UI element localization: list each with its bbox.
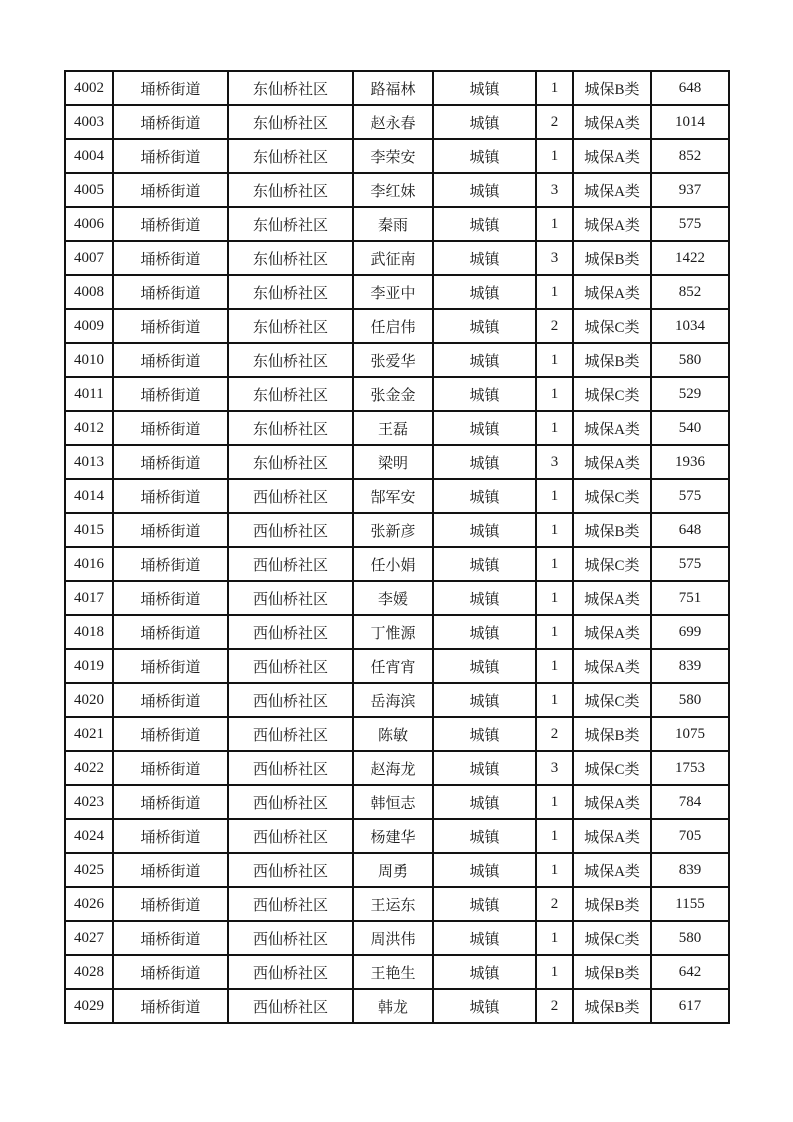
cell-id: 4025 xyxy=(65,853,113,887)
cell-count: 1 xyxy=(536,921,573,955)
cell-id: 4019 xyxy=(65,649,113,683)
cell-street: 埇桥街道 xyxy=(113,377,228,411)
cell-street: 埇桥街道 xyxy=(113,309,228,343)
cell-category: 城保A类 xyxy=(573,853,651,887)
cell-id: 4027 xyxy=(65,921,113,955)
cell-amount: 648 xyxy=(651,513,729,547)
cell-type: 城镇 xyxy=(433,173,536,207)
cell-amount: 580 xyxy=(651,921,729,955)
cell-id: 4021 xyxy=(65,717,113,751)
cell-id: 4004 xyxy=(65,139,113,173)
cell-community: 东仙桥社区 xyxy=(228,241,353,275)
table-row xyxy=(65,581,729,615)
cell-street: 埇桥街道 xyxy=(113,853,228,887)
table-row xyxy=(65,445,729,479)
cell-type: 城镇 xyxy=(433,105,536,139)
table-row xyxy=(65,887,729,921)
cell-type: 城镇 xyxy=(433,377,536,411)
cell-id: 4012 xyxy=(65,411,113,445)
records-table xyxy=(64,70,730,1024)
cell-id: 4018 xyxy=(65,615,113,649)
cell-count: 1 xyxy=(536,615,573,649)
cell-id: 4011 xyxy=(65,377,113,411)
cell-name: 李红妹 xyxy=(353,173,433,207)
cell-community: 西仙桥社区 xyxy=(228,955,353,989)
cell-category: 城保B类 xyxy=(573,717,651,751)
cell-name: 王艳生 xyxy=(353,955,433,989)
cell-community: 西仙桥社区 xyxy=(228,717,353,751)
table-row xyxy=(65,241,729,275)
cell-street: 埇桥街道 xyxy=(113,411,228,445)
table-row xyxy=(65,547,729,581)
cell-community: 东仙桥社区 xyxy=(228,377,353,411)
cell-count: 1 xyxy=(536,785,573,819)
cell-count: 3 xyxy=(536,751,573,785)
cell-type: 城镇 xyxy=(433,921,536,955)
cell-community: 西仙桥社区 xyxy=(228,887,353,921)
cell-street: 埇桥街道 xyxy=(113,649,228,683)
cell-name: 韩龙 xyxy=(353,989,433,1023)
cell-street: 埇桥街道 xyxy=(113,207,228,241)
cell-name: 岳海滨 xyxy=(353,683,433,717)
cell-street: 埇桥街道 xyxy=(113,615,228,649)
cell-name: 赵海龙 xyxy=(353,751,433,785)
cell-count: 1 xyxy=(536,207,573,241)
cell-count: 2 xyxy=(536,989,573,1023)
cell-category: 城保B类 xyxy=(573,241,651,275)
cell-type: 城镇 xyxy=(433,275,536,309)
table-row xyxy=(65,921,729,955)
cell-street: 埇桥街道 xyxy=(113,887,228,921)
cell-amount: 540 xyxy=(651,411,729,445)
cell-name: 武征南 xyxy=(353,241,433,275)
cell-category: 城保A类 xyxy=(573,275,651,309)
cell-type: 城镇 xyxy=(433,683,536,717)
cell-id: 4009 xyxy=(65,309,113,343)
cell-category: 城保A类 xyxy=(573,785,651,819)
cell-name: 郜军安 xyxy=(353,479,433,513)
cell-type: 城镇 xyxy=(433,989,536,1023)
table-row xyxy=(65,377,729,411)
cell-count: 1 xyxy=(536,581,573,615)
cell-amount: 1422 xyxy=(651,241,729,275)
cell-community: 东仙桥社区 xyxy=(228,343,353,377)
cell-amount: 751 xyxy=(651,581,729,615)
cell-amount: 648 xyxy=(651,71,729,105)
cell-name: 任宵宵 xyxy=(353,649,433,683)
cell-category: 城保B类 xyxy=(573,513,651,547)
cell-community: 西仙桥社区 xyxy=(228,989,353,1023)
cell-name: 张爱华 xyxy=(353,343,433,377)
cell-name: 张新彦 xyxy=(353,513,433,547)
cell-count: 1 xyxy=(536,275,573,309)
cell-community: 东仙桥社区 xyxy=(228,411,353,445)
cell-count: 1 xyxy=(536,343,573,377)
cell-name: 任小娟 xyxy=(353,547,433,581)
cell-name: 王磊 xyxy=(353,411,433,445)
cell-street: 埇桥街道 xyxy=(113,751,228,785)
cell-category: 城保C类 xyxy=(573,309,651,343)
cell-type: 城镇 xyxy=(433,547,536,581)
cell-category: 城保B类 xyxy=(573,71,651,105)
cell-type: 城镇 xyxy=(433,207,536,241)
cell-type: 城镇 xyxy=(433,751,536,785)
cell-category: 城保C类 xyxy=(573,921,651,955)
table-row xyxy=(65,683,729,717)
table-row xyxy=(65,989,729,1023)
cell-street: 埇桥街道 xyxy=(113,71,228,105)
cell-amount: 839 xyxy=(651,649,729,683)
table-row xyxy=(65,173,729,207)
cell-count: 1 xyxy=(536,377,573,411)
cell-street: 埇桥街道 xyxy=(113,921,228,955)
cell-community: 西仙桥社区 xyxy=(228,581,353,615)
table-row xyxy=(65,139,729,173)
cell-count: 3 xyxy=(536,241,573,275)
cell-community: 西仙桥社区 xyxy=(228,513,353,547)
cell-type: 城镇 xyxy=(433,887,536,921)
cell-amount: 1753 xyxy=(651,751,729,785)
cell-type: 城镇 xyxy=(433,241,536,275)
cell-count: 3 xyxy=(536,445,573,479)
cell-type: 城镇 xyxy=(433,785,536,819)
cell-id: 4008 xyxy=(65,275,113,309)
table-row xyxy=(65,955,729,989)
cell-community: 东仙桥社区 xyxy=(228,445,353,479)
cell-community: 东仙桥社区 xyxy=(228,207,353,241)
cell-street: 埇桥街道 xyxy=(113,547,228,581)
cell-category: 城保A类 xyxy=(573,411,651,445)
cell-id: 4007 xyxy=(65,241,113,275)
cell-community: 东仙桥社区 xyxy=(228,309,353,343)
cell-street: 埇桥街道 xyxy=(113,683,228,717)
cell-amount: 699 xyxy=(651,615,729,649)
cell-amount: 575 xyxy=(651,207,729,241)
cell-count: 1 xyxy=(536,139,573,173)
cell-id: 4013 xyxy=(65,445,113,479)
cell-name: 李媛 xyxy=(353,581,433,615)
table-row xyxy=(65,479,729,513)
cell-category: 城保C类 xyxy=(573,683,651,717)
cell-type: 城镇 xyxy=(433,717,536,751)
cell-id: 4029 xyxy=(65,989,113,1023)
cell-id: 4006 xyxy=(65,207,113,241)
cell-street: 埇桥街道 xyxy=(113,275,228,309)
cell-amount: 839 xyxy=(651,853,729,887)
cell-type: 城镇 xyxy=(433,71,536,105)
table-row xyxy=(65,343,729,377)
cell-street: 埇桥街道 xyxy=(113,581,228,615)
cell-street: 埇桥街道 xyxy=(113,955,228,989)
cell-id: 4026 xyxy=(65,887,113,921)
cell-community: 西仙桥社区 xyxy=(228,615,353,649)
cell-count: 1 xyxy=(536,479,573,513)
cell-community: 东仙桥社区 xyxy=(228,71,353,105)
cell-id: 4017 xyxy=(65,581,113,615)
cell-category: 城保C类 xyxy=(573,751,651,785)
cell-name: 任启伟 xyxy=(353,309,433,343)
cell-street: 埇桥街道 xyxy=(113,479,228,513)
table-row xyxy=(65,853,729,887)
cell-street: 埇桥街道 xyxy=(113,445,228,479)
cell-category: 城保A类 xyxy=(573,819,651,853)
cell-amount: 580 xyxy=(651,343,729,377)
cell-amount: 575 xyxy=(651,547,729,581)
cell-type: 城镇 xyxy=(433,343,536,377)
cell-name: 秦雨 xyxy=(353,207,433,241)
cell-street: 埇桥街道 xyxy=(113,241,228,275)
cell-name: 韩恒志 xyxy=(353,785,433,819)
cell-type: 城镇 xyxy=(433,445,536,479)
cell-type: 城镇 xyxy=(433,955,536,989)
cell-community: 西仙桥社区 xyxy=(228,683,353,717)
table-row xyxy=(65,275,729,309)
table-row xyxy=(65,751,729,785)
cell-name: 李荣安 xyxy=(353,139,433,173)
table-row xyxy=(65,411,729,445)
table-row xyxy=(65,71,729,105)
cell-name: 李亚中 xyxy=(353,275,433,309)
table-row xyxy=(65,309,729,343)
cell-id: 4016 xyxy=(65,547,113,581)
cell-category: 城保A类 xyxy=(573,615,651,649)
table-row xyxy=(65,819,729,853)
cell-category: 城保B类 xyxy=(573,955,651,989)
cell-category: 城保C类 xyxy=(573,547,651,581)
cell-id: 4010 xyxy=(65,343,113,377)
cell-amount: 1034 xyxy=(651,309,729,343)
cell-amount: 1155 xyxy=(651,887,729,921)
cell-category: 城保A类 xyxy=(573,105,651,139)
cell-name: 赵永春 xyxy=(353,105,433,139)
cell-amount: 642 xyxy=(651,955,729,989)
cell-count: 1 xyxy=(536,71,573,105)
cell-type: 城镇 xyxy=(433,615,536,649)
cell-category: 城保A类 xyxy=(573,207,651,241)
cell-street: 埇桥街道 xyxy=(113,785,228,819)
cell-id: 4005 xyxy=(65,173,113,207)
cell-street: 埇桥街道 xyxy=(113,513,228,547)
cell-count: 1 xyxy=(536,649,573,683)
cell-category: 城保A类 xyxy=(573,649,651,683)
cell-street: 埇桥街道 xyxy=(113,139,228,173)
cell-name: 周洪伟 xyxy=(353,921,433,955)
records-table-body xyxy=(65,71,729,1023)
cell-amount: 852 xyxy=(651,275,729,309)
cell-amount: 1936 xyxy=(651,445,729,479)
cell-category: 城保C类 xyxy=(573,479,651,513)
cell-amount: 705 xyxy=(651,819,729,853)
table-row xyxy=(65,649,729,683)
cell-category: 城保B类 xyxy=(573,887,651,921)
cell-count: 1 xyxy=(536,547,573,581)
cell-type: 城镇 xyxy=(433,513,536,547)
cell-name: 陈敏 xyxy=(353,717,433,751)
cell-type: 城镇 xyxy=(433,139,536,173)
cell-street: 埇桥街道 xyxy=(113,989,228,1023)
cell-type: 城镇 xyxy=(433,649,536,683)
cell-street: 埇桥街道 xyxy=(113,717,228,751)
cell-type: 城镇 xyxy=(433,853,536,887)
cell-amount: 937 xyxy=(651,173,729,207)
table-row xyxy=(65,615,729,649)
cell-amount: 852 xyxy=(651,139,729,173)
cell-name: 丁惟源 xyxy=(353,615,433,649)
cell-name: 杨建华 xyxy=(353,819,433,853)
cell-community: 西仙桥社区 xyxy=(228,649,353,683)
cell-community: 东仙桥社区 xyxy=(228,275,353,309)
cell-count: 2 xyxy=(536,717,573,751)
cell-category: 城保B类 xyxy=(573,989,651,1023)
cell-count: 1 xyxy=(536,819,573,853)
cell-count: 1 xyxy=(536,853,573,887)
cell-community: 西仙桥社区 xyxy=(228,547,353,581)
cell-id: 4028 xyxy=(65,955,113,989)
cell-name: 路福林 xyxy=(353,71,433,105)
cell-name: 梁明 xyxy=(353,445,433,479)
cell-id: 4023 xyxy=(65,785,113,819)
cell-amount: 529 xyxy=(651,377,729,411)
cell-count: 2 xyxy=(536,887,573,921)
cell-community: 西仙桥社区 xyxy=(228,921,353,955)
cell-count: 1 xyxy=(536,513,573,547)
cell-count: 1 xyxy=(536,411,573,445)
cell-community: 西仙桥社区 xyxy=(228,785,353,819)
cell-category: 城保C类 xyxy=(573,377,651,411)
cell-amount: 575 xyxy=(651,479,729,513)
cell-category: 城保B类 xyxy=(573,343,651,377)
cell-street: 埇桥街道 xyxy=(113,173,228,207)
cell-street: 埇桥街道 xyxy=(113,819,228,853)
cell-count: 2 xyxy=(536,309,573,343)
cell-community: 西仙桥社区 xyxy=(228,751,353,785)
cell-count: 2 xyxy=(536,105,573,139)
cell-community: 西仙桥社区 xyxy=(228,819,353,853)
cell-type: 城镇 xyxy=(433,581,536,615)
table-row xyxy=(65,785,729,819)
cell-amount: 784 xyxy=(651,785,729,819)
cell-amount: 580 xyxy=(651,683,729,717)
cell-amount: 1014 xyxy=(651,105,729,139)
cell-type: 城镇 xyxy=(433,479,536,513)
table-row xyxy=(65,105,729,139)
table-row xyxy=(65,717,729,751)
cell-count: 1 xyxy=(536,683,573,717)
table-row xyxy=(65,207,729,241)
cell-category: 城保A类 xyxy=(573,581,651,615)
cell-community: 西仙桥社区 xyxy=(228,853,353,887)
cell-id: 4014 xyxy=(65,479,113,513)
cell-category: 城保A类 xyxy=(573,139,651,173)
cell-id: 4022 xyxy=(65,751,113,785)
cell-name: 周勇 xyxy=(353,853,433,887)
cell-count: 1 xyxy=(536,955,573,989)
cell-type: 城镇 xyxy=(433,819,536,853)
cell-community: 东仙桥社区 xyxy=(228,139,353,173)
cell-name: 张金金 xyxy=(353,377,433,411)
cell-community: 西仙桥社区 xyxy=(228,479,353,513)
cell-id: 4002 xyxy=(65,71,113,105)
cell-street: 埇桥街道 xyxy=(113,343,228,377)
table-row xyxy=(65,513,729,547)
cell-count: 3 xyxy=(536,173,573,207)
cell-category: 城保A类 xyxy=(573,445,651,479)
cell-street: 埇桥街道 xyxy=(113,105,228,139)
cell-category: 城保A类 xyxy=(573,173,651,207)
cell-type: 城镇 xyxy=(433,309,536,343)
cell-id: 4020 xyxy=(65,683,113,717)
cell-id: 4003 xyxy=(65,105,113,139)
cell-amount: 617 xyxy=(651,989,729,1023)
cell-id: 4024 xyxy=(65,819,113,853)
cell-type: 城镇 xyxy=(433,411,536,445)
cell-name: 王运东 xyxy=(353,887,433,921)
cell-id: 4015 xyxy=(65,513,113,547)
cell-community: 东仙桥社区 xyxy=(228,105,353,139)
cell-amount: 1075 xyxy=(651,717,729,751)
cell-community: 东仙桥社区 xyxy=(228,173,353,207)
